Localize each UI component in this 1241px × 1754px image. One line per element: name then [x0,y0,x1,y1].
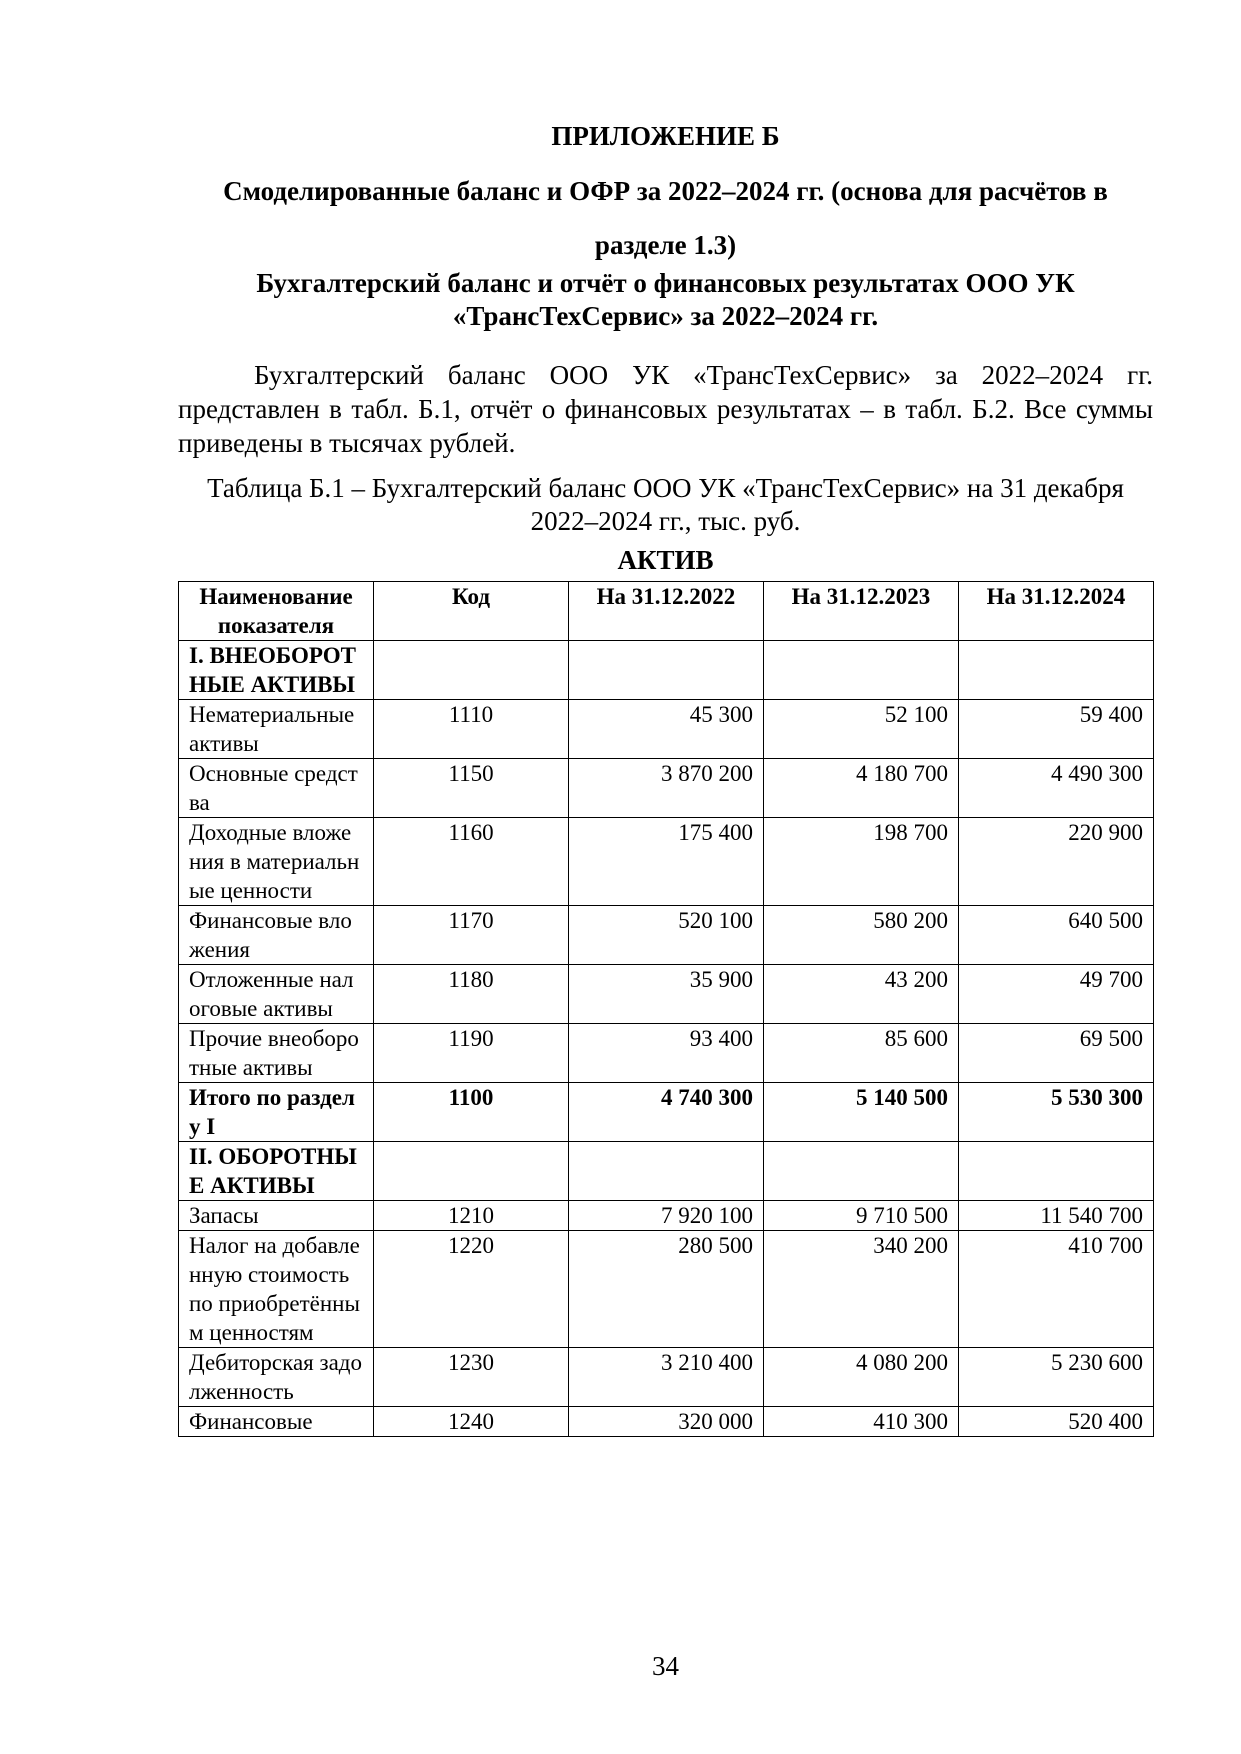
cell-2022 [569,1142,764,1201]
cell-code: 1190 [374,1024,569,1083]
table-row [179,700,1154,759]
table-row [179,1024,1154,1083]
cell-2022: 4 740 300 [569,1083,764,1142]
cell-code: 1240 [374,1407,569,1437]
cell-name: Доходные вложения в материальные ценности [179,818,374,906]
cell-2024: 69 500 [959,1024,1154,1083]
table-caption: Таблица Б.1 – Бухгалтерский баланс ООО УК «ТрансТехСервис» на 31 декабря 2022–2024 гг., тыс. руб. [207,473,1124,536]
cell-2022: 7 920 100 [569,1201,764,1231]
cell-2023: 410 300 [764,1407,959,1437]
cell-name: Запасы [179,1201,374,1231]
cell-2024 [959,1142,1154,1201]
appendix-subtitle: Смоделированные баланс и ОФР за 2022–2024 гг. (основа для расчётов в разделе 1.3) [223,176,1108,260]
header-2022: На 31.12.2022 [569,582,764,641]
cell-2023: 5 140 500 [764,1083,959,1142]
cell-2024: 5 530 300 [959,1083,1154,1142]
cell-2023: 4 180 700 [764,759,959,818]
cell-2022 [569,641,764,700]
cell-code: 1170 [374,906,569,965]
cell-2022: 35 900 [569,965,764,1024]
table-row [179,641,1154,700]
table-row [179,1407,1154,1437]
table-row [179,1201,1154,1231]
cell-name: II. ОБОРОТНЫЕ АКТИВЫ [179,1142,374,1201]
table-section-label: АКТИВ [617,545,714,575]
header-2023: На 31.12.2023 [764,582,959,641]
cell-2024: 220 900 [959,818,1154,906]
cell-2024: 520 400 [959,1407,1154,1437]
header-name: Наименование показателя [179,582,374,641]
cell-2024: 5 230 600 [959,1348,1154,1407]
header-2024: На 31.12.2024 [959,582,1154,641]
cell-code: 1230 [374,1348,569,1407]
cell-2023: 340 200 [764,1231,959,1348]
cell-2024: 49 700 [959,965,1154,1024]
table-body [179,641,1154,1437]
cell-2024: 11 540 700 [959,1201,1154,1231]
table-row [179,965,1154,1024]
table-row [179,1348,1154,1407]
cell-name: Итого по разделу I [179,1083,374,1142]
cell-code: 1100 [374,1083,569,1142]
cell-2024 [959,641,1154,700]
cell-2023: 52 100 [764,700,959,759]
cell-2024: 640 500 [959,906,1154,965]
section-heading: Бухгалтерский баланс и отчёт о финансовых результатах ООО УК «ТрансТехСервис» за 2022–2024 гг. [256,268,1075,331]
table-header-row [179,582,1154,641]
cell-2023: 43 200 [764,965,959,1024]
cell-code: 1110 [374,700,569,759]
cell-2023 [764,1142,959,1201]
header-code: Код [374,582,569,641]
cell-2022: 175 400 [569,818,764,906]
table-row [179,818,1154,906]
cell-2023: 85 600 [764,1024,959,1083]
table-row [179,1142,1154,1201]
cell-name: Нематериальные активы [179,700,374,759]
cell-name: Налог на добавленную стоимость по приобретённым ценностям [179,1231,374,1348]
balance-table [178,581,1154,1437]
cell-code: 1180 [374,965,569,1024]
cell-2024: 410 700 [959,1231,1154,1348]
cell-name: Финансовые [179,1407,374,1437]
page-number: 34 [652,1651,679,1681]
cell-2022: 3 870 200 [569,759,764,818]
cell-2024: 4 490 300 [959,759,1154,818]
cell-name: Отложенные налоговые активы [179,965,374,1024]
cell-2023: 580 200 [764,906,959,965]
intro-paragraph: Бухгалтерский баланс ООО УК «ТрансТехСервис» за 2022–2024 гг. представлен в табл. Б.1, отчёт о финансовых результатах – в табл. Б.2. Все суммы приведены в тысячах рублей. [178,360,1153,458]
cell-code: 1220 [374,1231,569,1348]
cell-2023: 9 710 500 [764,1201,959,1231]
cell-code: 1210 [374,1201,569,1231]
cell-2022: 520 100 [569,906,764,965]
cell-2022: 45 300 [569,700,764,759]
cell-name: Дебиторская задолженность [179,1348,374,1407]
cell-2023: 198 700 [764,818,959,906]
cell-2022: 93 400 [569,1024,764,1083]
cell-name: Основные средства [179,759,374,818]
cell-code [374,641,569,700]
cell-code: 1150 [374,759,569,818]
cell-2022: 3 210 400 [569,1348,764,1407]
cell-code [374,1142,569,1201]
appendix-title: ПРИЛОЖЕНИЕ Б [551,121,780,151]
cell-code: 1160 [374,818,569,906]
table-row [179,1083,1154,1142]
cell-name: Финансовые вложения [179,906,374,965]
cell-2022: 280 500 [569,1231,764,1348]
cell-2023: 4 080 200 [764,1348,959,1407]
cell-2024: 59 400 [959,700,1154,759]
cell-2022: 320 000 [569,1407,764,1437]
table-row [179,759,1154,818]
cell-2023 [764,641,959,700]
cell-name: Прочие внеоборотные активы [179,1024,374,1083]
cell-name: I. ВНЕОБОРОТНЫЕ АКТИВЫ [179,641,374,700]
table-row [179,1231,1154,1348]
table-row [179,906,1154,965]
